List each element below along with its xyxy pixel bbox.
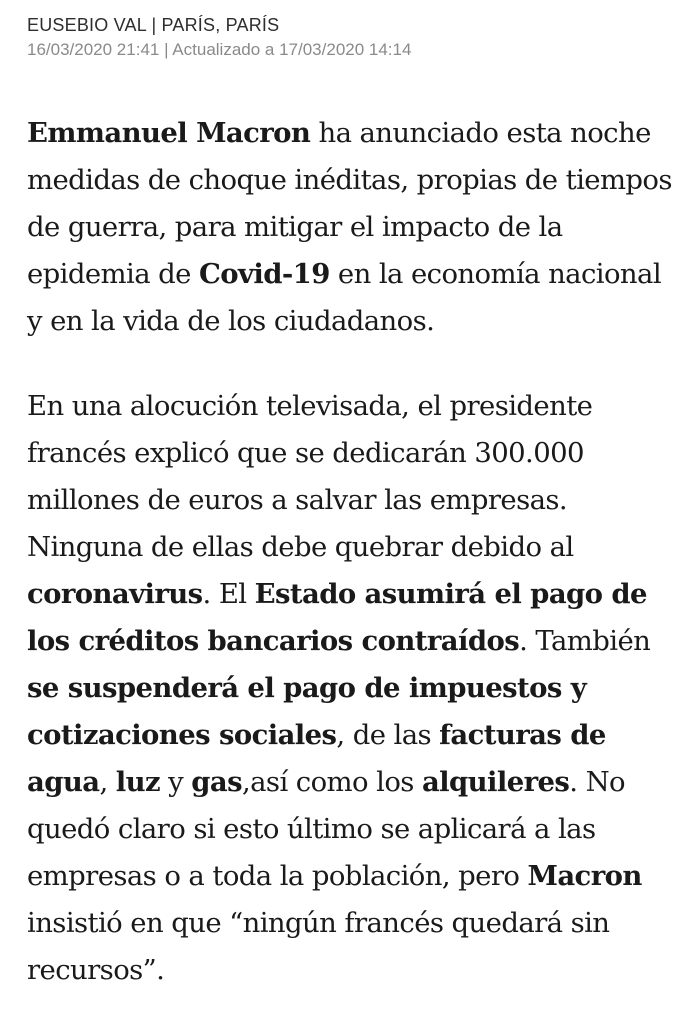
body-text: . El (202, 578, 255, 610)
bold-text: facturas de agua (27, 719, 606, 798)
article-paragraph-2 (27, 383, 677, 994)
dateline-separator: | (159, 40, 173, 59)
article (27, 12, 677, 994)
body-text: ha anunciado esta noche medidas de choque inéditas, propias de tiempos de guerra, para mitigar el impacto de la epidemia de (27, 117, 672, 290)
bold-text: Macron (527, 860, 642, 892)
body-text: en la economía nacional y en la vida de los ciudadanos. (27, 258, 662, 337)
dateline (27, 38, 677, 62)
updated-prefix: Actualizado a (172, 40, 280, 59)
body-text: . No quedó claro si esto último se aplicará a las empresas o a toda la población, pero (27, 766, 625, 892)
bold-text: coronavirus (27, 578, 203, 610)
bold-text: gas (191, 766, 242, 798)
bold-text: Estado asumirá el pago de los créditos bancarios contraídos (27, 578, 647, 657)
author-link[interactable]: EUSEBIO VAL (27, 15, 147, 35)
body-text: y (160, 766, 192, 798)
bold-text: alquileres (421, 766, 570, 798)
bold-text: se suspenderá el pago de impuestos y cotizaciones sociales (27, 672, 587, 751)
bold-text: Covid-19 (198, 258, 330, 290)
body-text: En una alocución televisada, el presidente francés explicó que se dedicarán 300.000 millones de euros a salvar las empresas. Ninguna de ellas debe quebrar debido al (27, 390, 593, 563)
updated-date: 17/03/2020 14:14 (279, 40, 412, 59)
body-text: ,así como los (242, 766, 422, 798)
byline-separator: | (146, 15, 162, 35)
body-text: . También (519, 625, 651, 657)
bold-text: luz (115, 766, 161, 798)
published-date: 16/03/2020 21:41 (27, 40, 160, 59)
body-text: insistió en que “ningún francés quedará sin recursos”. (27, 907, 610, 986)
body-text: , de las (336, 719, 440, 751)
bold-text: Emmanuel Macron (27, 117, 311, 149)
byline (27, 12, 677, 38)
byline-location: PARÍS, PARÍS (161, 15, 280, 35)
body-text: , (99, 766, 116, 798)
article-paragraph-1 (27, 110, 677, 345)
